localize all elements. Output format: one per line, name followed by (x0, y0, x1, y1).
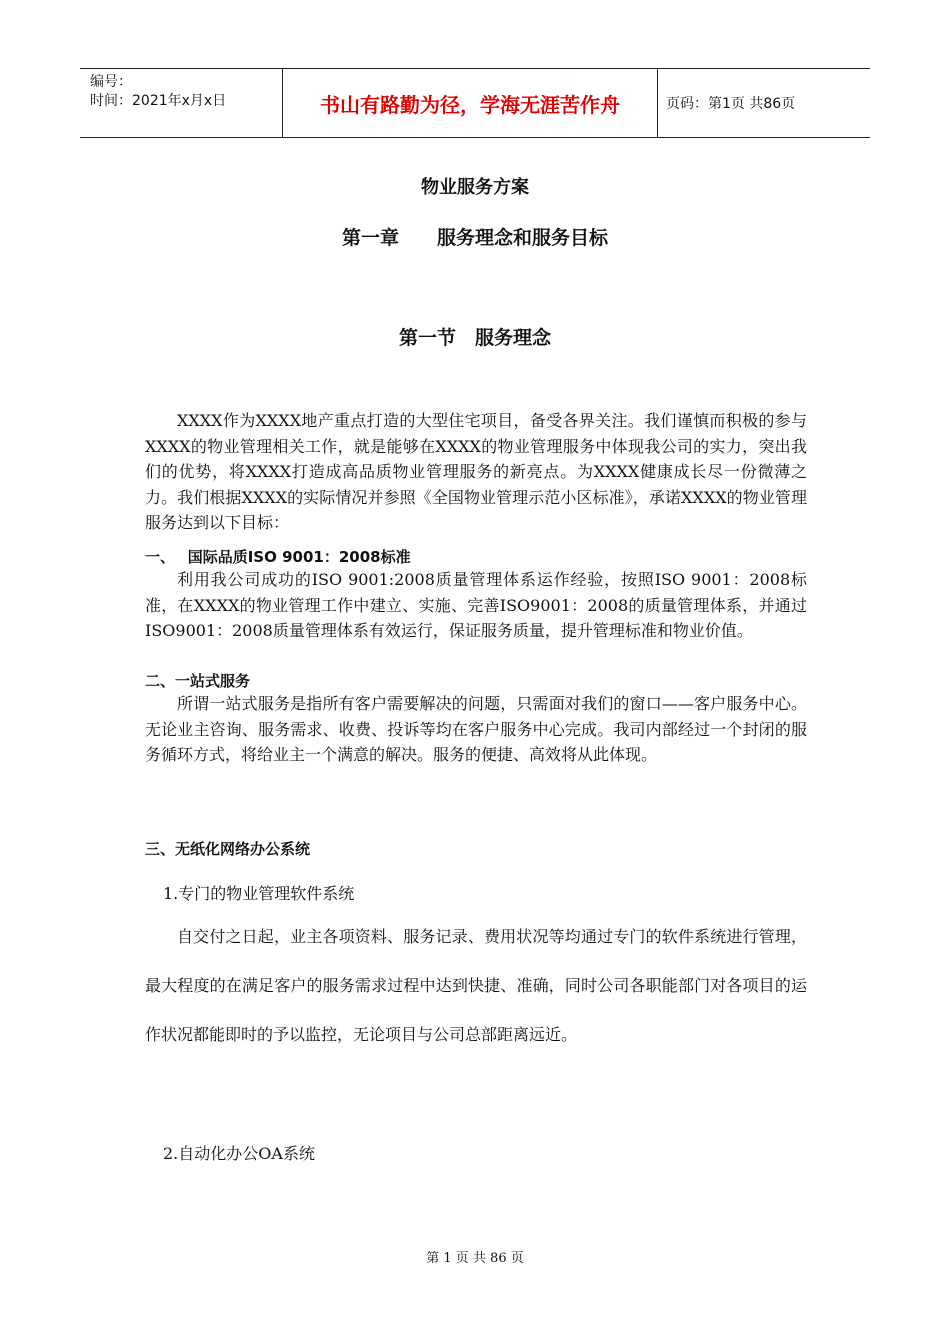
number-label: 编号： (90, 74, 132, 90)
document-title: 物业服务方案 (421, 177, 529, 198)
intro-paragraph: XXXX作为XXXX地产重点打造的大型住宅项目，备受各界关注。我们谨慎而积极的参与XXXX的物业管理相关工作，就是能够在XXXX的物业管理服务中体现我公司的实力，突出我们的优势，将XXXX打造成高品质物业管理服务的新亮点。为XXXX健康成长尽一份微薄之力。我们根据XXXX的实际情况并参照《全国物业管理示范小区标准》，承诺XXXX的物业管理服务达到以下目标： (145, 411, 807, 533)
page-header (80, 68, 870, 138)
item2-heading: 二、一站式服务 (145, 672, 251, 690)
chapter-title: 第一章 服务理念和服务目标 (341, 227, 608, 249)
header-page-code: 页码：第1页 共86页 (666, 96, 796, 112)
item3-sub1: 1.专门的物业管理软件系统 (163, 884, 355, 903)
section-title: 第一节 服务理念 (398, 327, 551, 349)
item3-sub2: 2.自动化办公OA系统 (163, 1144, 315, 1163)
time-label: 时间：2021年x月x日 (90, 93, 227, 109)
item1-heading: 一、 国际品质ISO 9001：2008标准 (145, 548, 411, 566)
item3-sub1-paragraph: 自交付之日起，业主各项资料、服务记录、费用状况等均通过专门的软件系统进行管理，最大程度的在满足客户的服务需求过程中达到快捷、准确，同时公司各职能部门对各项目的运作状况都能即时的予以监控，无论项目与公司总部距离远近。 (145, 927, 807, 1044)
header-motto: 书山有路勤为径，学海无涯苦作舟 (282, 69, 658, 137)
page-footer: 第 1 页 共 86 页 (426, 1251, 524, 1266)
item3-heading: 三、无纸化网络办公系统 (145, 840, 311, 858)
item2-paragraph: 所谓一站式服务是指所有客户需要解决的问题，只需面对我们的窗口——客户服务中心。无论业主咨询、服务需求、收费、投诉等均在客户服务中心完成。我司内部经过一个封闭的服务循环方式，将给业主一个满意的解决。服务的便捷、高效将从此体现。 (145, 694, 807, 765)
header-info (80, 69, 282, 137)
item1-paragraph: 利用我公司成功的ISO 9001:2008质量管理体系运作经验，按照ISO 9001：2008标准，在XXXX的物业管理工作中建立、实施、完善ISO9001：2008的质量管理体系，并通过ISO9001：2008质量管理体系有效运行，保证服务质量，提升管理标准和物业价值。 (145, 570, 807, 641)
